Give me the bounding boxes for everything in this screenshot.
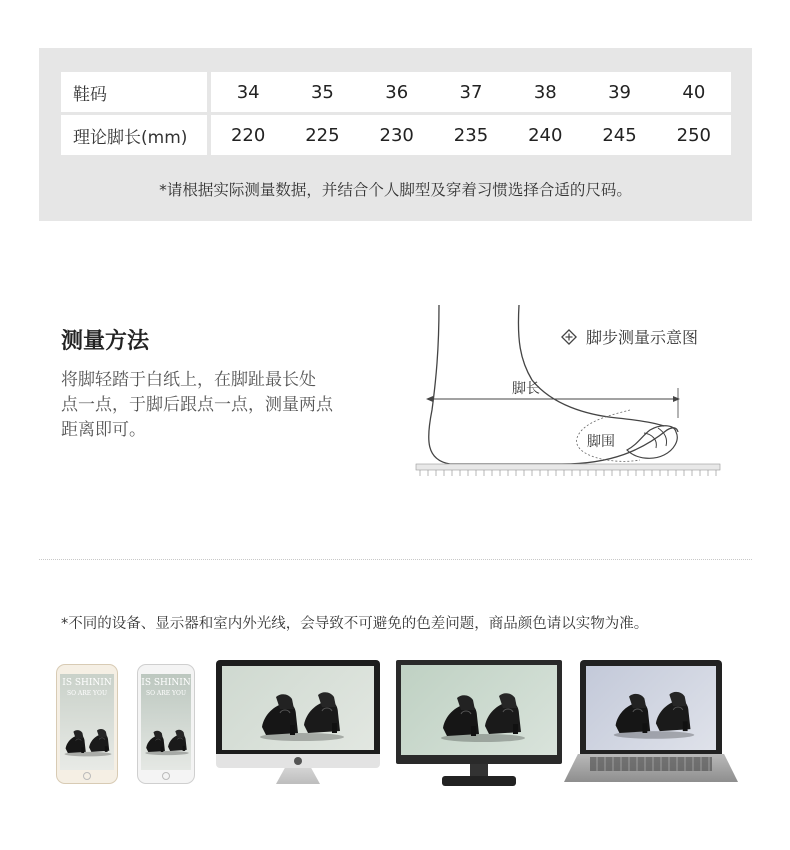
laptop xyxy=(564,660,738,790)
imac-stand xyxy=(276,768,320,784)
size-row-label: 鞋码 xyxy=(61,72,207,112)
imac-monitor xyxy=(216,660,380,790)
foot-length-values xyxy=(211,115,731,155)
section-divider xyxy=(39,559,752,560)
foot-girth-label: 脚围 xyxy=(587,434,615,450)
foot-length-cell: 240 xyxy=(528,124,563,146)
shoe-image xyxy=(433,675,533,747)
shoe-image xyxy=(141,716,191,762)
shoe-image xyxy=(60,716,114,762)
size-cell: 38 xyxy=(533,81,557,103)
ruler-base xyxy=(416,464,720,470)
measure-line: 将脚轻踏于白纸上，在脚趾最长处 xyxy=(61,370,316,390)
laptop-screen xyxy=(586,666,716,750)
measure-title: 测量方法 xyxy=(61,329,150,354)
foot-length-cell: 245 xyxy=(602,124,637,146)
toes xyxy=(627,426,677,459)
phone-caption-line2: SO ARE YOU xyxy=(66,690,107,697)
phone-gold xyxy=(56,664,118,784)
diagram-caption-text: 脚步测量示意图 xyxy=(586,328,699,347)
size-row-values xyxy=(211,72,731,112)
desktop-monitor xyxy=(396,660,562,790)
size-cell: 39 xyxy=(608,81,631,103)
foot-length-cell: 250 xyxy=(676,124,711,146)
foot-length-label: 理论脚长(mm) xyxy=(61,115,207,155)
size-cell: 35 xyxy=(310,81,334,103)
color-disclaimer: *不同的设备、显示器和室内外光线，会导致不可避免的色差问题，商品颜色请以实物为准。 xyxy=(61,616,649,632)
home-button-icon xyxy=(83,772,91,780)
imac-screen xyxy=(222,666,374,750)
size-cell: 40 xyxy=(682,81,706,103)
size-cell: 36 xyxy=(385,81,409,103)
phone-caption-line1: IS SHININ xyxy=(62,678,112,688)
shoe-image xyxy=(606,674,702,744)
ruler-ticks xyxy=(420,470,716,476)
measure-line: 距离即可。 xyxy=(61,420,146,440)
foot-length-cell: 225 xyxy=(305,124,340,146)
monitor-screen xyxy=(401,665,557,755)
size-table xyxy=(61,72,731,158)
phone-screen xyxy=(60,674,114,770)
shoe-image xyxy=(252,674,352,746)
laptop-keyboard xyxy=(590,757,712,771)
size-chart-panel xyxy=(39,48,752,221)
phone-white xyxy=(137,664,195,784)
phone-caption-line1: IS SHININ xyxy=(141,678,191,688)
size-row xyxy=(61,72,731,112)
foot-length-cell: 220 xyxy=(230,124,266,146)
foot-length-row xyxy=(61,115,731,155)
foot-length-label: 脚长 xyxy=(512,381,540,397)
apple-logo-icon xyxy=(294,757,302,765)
phone-caption-line2: SO ARE YOU xyxy=(145,690,186,697)
monitor-base xyxy=(442,776,516,786)
foot-measure-diagram xyxy=(412,300,724,485)
measure-line: 点一点，于脚后跟点一点，测量两点 xyxy=(61,395,333,415)
foot-length-cell: 235 xyxy=(453,124,489,146)
home-button-icon xyxy=(162,772,170,780)
phone-screen xyxy=(141,674,191,770)
measure-instructions xyxy=(61,368,391,443)
leg-front-outline xyxy=(518,305,664,426)
foot-length-cell: 230 xyxy=(379,124,414,146)
foot-outline xyxy=(429,305,678,464)
size-cell: 34 xyxy=(236,81,260,103)
size-cell: 37 xyxy=(459,81,483,103)
size-note: *请根据实际测量数据，并结合个人脚型及穿着习惯选择合适的尺码。 xyxy=(159,181,632,199)
